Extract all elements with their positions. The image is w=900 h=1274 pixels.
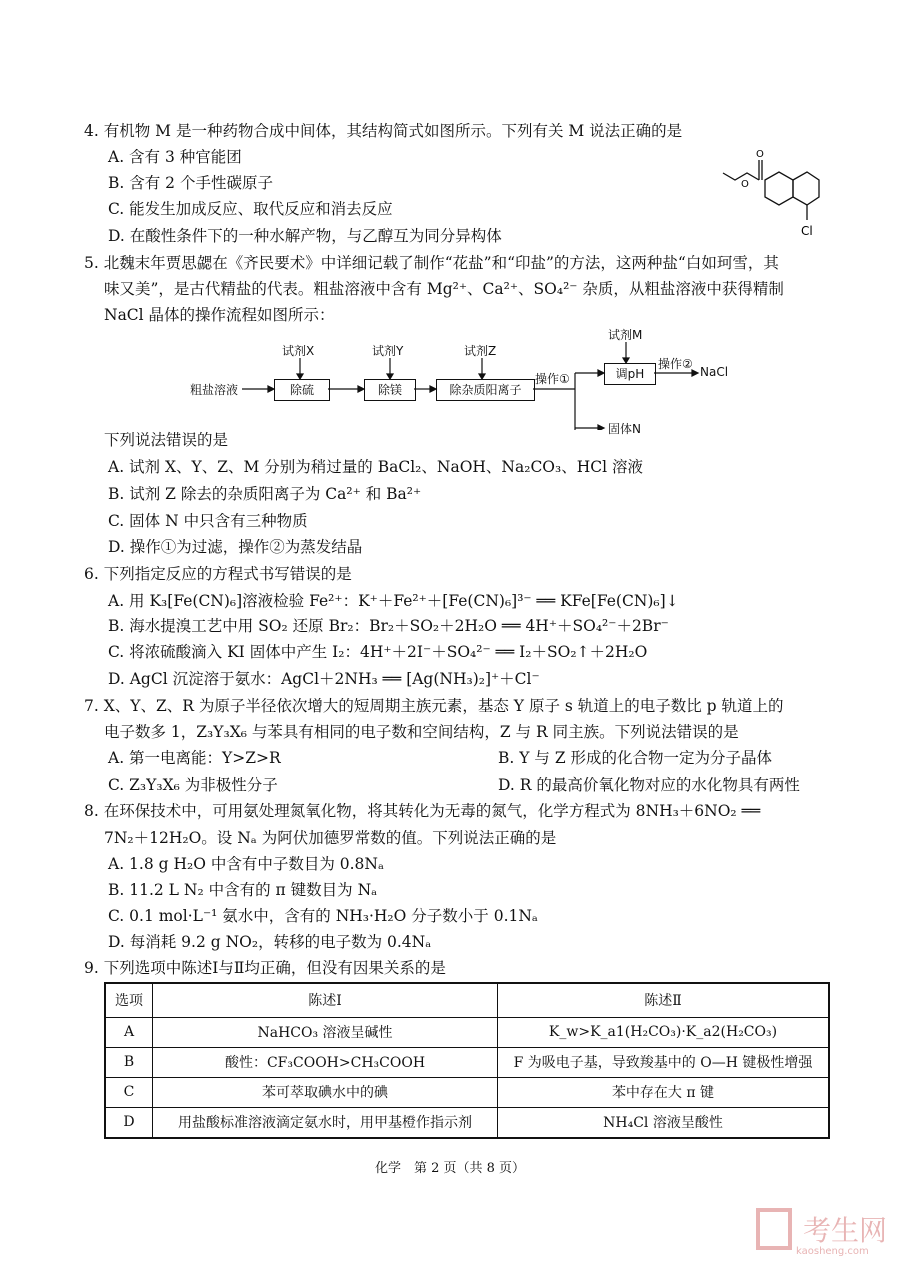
q8-option-d: D. 每消耗 9.2 g NO₂，转移的电子数为 0.4Nₐ — [108, 933, 432, 951]
q4-stem: 4. 有机物 M 是一种药物合成中间体，其结构简式如图所示。下列有关 M 说法正确的是 — [84, 122, 683, 140]
q6-option-a: A. 用 K₃[Fe(CN)₆]溶液检验 Fe²⁺：K⁺＋Fe²⁺＋[Fe(CN)₆]³⁻ ══ KFe[Fe(CN)₆]↓ — [108, 592, 679, 610]
flow-box-demagnesium: 除镁 — [364, 379, 416, 401]
oxygen-label: O — [756, 149, 764, 160]
q5-option-d: D. 操作①为过滤，操作②为蒸发结晶 — [108, 538, 363, 556]
q7-option-d: D. R 的最高价氧化物对应的水化物具有两性 — [498, 776, 800, 794]
table-header: 陈述Ⅱ — [498, 983, 830, 1017]
table-cell: F 为吸电子基，导致羧基中的 O—H 键极性增强 — [498, 1047, 830, 1077]
q6-option-c: C. 将浓硫酸滴入 KI 固体中产生 I₂：4H⁺＋2I⁻＋SO₄²⁻ ══ I₂＋SO₂↑＋2H₂O — [108, 643, 648, 661]
table-row — [105, 1107, 829, 1138]
flow-solid: 固体N — [608, 422, 641, 436]
table-cell: 苯中存在大 π 键 — [498, 1077, 830, 1107]
table-header-row — [105, 983, 829, 1017]
table-cell: 酸性：CF₃COOH>CH₃COOH — [153, 1047, 498, 1077]
q5-option-b: B. 试剂 Z 除去的杂质阳离子为 Ca²⁺ 和 Ba²⁺ — [108, 485, 422, 503]
table-header: 陈述Ⅰ — [153, 983, 498, 1017]
flow-box-desulfur: 除硫 — [274, 379, 330, 401]
q7-option-a: A. 第一电离能：Y>Z>R — [108, 749, 281, 767]
q4-option-d: D. 在酸性条件下的一种水解产物，与乙醇互为同分异构体 — [108, 227, 502, 245]
table-cell: K_w>K_a1(H₂CO₃)·K_a2(H₂CO₃) — [498, 1017, 830, 1047]
page-footer: 化学 第 2 页（共 8 页） — [374, 1161, 526, 1176]
table-row — [105, 1047, 829, 1077]
q5-stem-3: NaCl 晶体的操作流程如图所示： — [104, 306, 335, 324]
q4-option-b: B. 含有 2 个手性碳原子 — [108, 174, 273, 192]
flow-box-adjust-ph: 调pH — [604, 363, 656, 385]
flow-product: NaCl — [700, 365, 729, 379]
q9-stem: 9. 下列选项中陈述Ⅰ与Ⅱ均正确，但没有因果关系的是 — [84, 959, 446, 977]
table-cell: B — [105, 1047, 153, 1077]
table-cell: 用盐酸标准溶液滴定氨水时，用甲基橙作指示剂 — [153, 1107, 498, 1138]
watermark-text: 考生网 — [802, 1214, 887, 1247]
table-cell: NH₄Cl 溶液呈酸性 — [498, 1107, 830, 1138]
flow-box-remove-cations: 除杂质阳离子 — [436, 379, 535, 401]
molecule-structure — [715, 145, 835, 245]
q8-option-b: B. 11.2 L N₂ 中含有的 π 键数目为 Nₐ — [108, 881, 378, 899]
q7-stem-1: 7. X、Y、Z、R 为原子半径依次增大的短周期主族元素，基态 Y 原子 s 轨道上的电子数比 p 轨道上的 — [84, 697, 784, 715]
table-cell: 苯可萃取碘水中的碘 — [153, 1077, 498, 1107]
flow-reagent-z: 试剂Z — [464, 344, 497, 358]
q8-option-a: A. 1.8 g H₂O 中含有中子数目为 0.8Nₐ — [108, 855, 384, 873]
watermark-logo — [756, 1208, 887, 1257]
table-cell: A — [105, 1017, 153, 1047]
flow-start: 粗盐溶液 — [190, 383, 239, 397]
q7-option-c: C. Z₃Y₃X₆ 为非极性分子 — [108, 776, 278, 794]
q5-option-a: A. 试剂 X、Y、Z、M 分别为稍过量的 BaCl₂、NaOH、Na₂CO₃、HCl 溶液 — [108, 458, 643, 476]
flow-op2: 操作② — [658, 357, 693, 371]
q5-subquestion: 下列说法错误的是 — [104, 431, 229, 449]
table-cell: NaHCO₃ 溶液呈碱性 — [153, 1017, 498, 1047]
q6-option-d: D. AgCl 沉淀溶于氨水：AgCl＋2NH₃ ══ [Ag(NH₃)₂]⁺＋Cl⁻ — [108, 670, 540, 688]
q4-option-c: C. 能发生加成反应、取代反应和消去反应 — [108, 200, 393, 218]
table-cell: C — [105, 1077, 153, 1107]
q6-option-b: B. 海水提溴工艺中用 SO₂ 还原 Br₂：Br₂＋SO₂＋2H₂O ══ 4H⁺＋SO₄²⁻＋2Br⁻ — [108, 617, 669, 635]
table-cell: D — [105, 1107, 153, 1138]
q5-option-c: C. 固体 N 中只含有三种物质 — [108, 512, 308, 530]
q8-stem-2: 7N₂＋12H₂O。设 Nₐ 为阿伏加德罗常数的值。下列说法正确的是 — [104, 829, 557, 847]
flow-op1: 操作① — [535, 372, 570, 386]
watermark-icon — [756, 1208, 792, 1250]
q5-stem-1: 5. 北魏末年贾思勰在《齐民要术》中详细记载了制作“花盐”和“印盐”的方法，这两种盐“白如珂雪，其 — [84, 254, 779, 272]
flow-reagent-x: 试剂X — [282, 344, 315, 358]
flow-reagent-m: 试剂M — [608, 328, 643, 342]
table-header: 选项 — [105, 983, 153, 1017]
q4-option-a: A. 含有 3 种官能团 — [108, 148, 242, 166]
q7-stem-2: 电子数多 1，Z₃Y₃X₆ 与苯具有相同的电子数和空间结构，Z 与 R 同主族。下列说法错误的是 — [104, 723, 739, 741]
flow-reagent-y: 试剂Y — [372, 344, 404, 358]
q5-stem-2: 味又美”，是古代精盐的代表。粗盐溶液中含有 Mg²⁺、Ca²⁺、SO₄²⁻ 杂质，从粗盐溶液中获得精制 — [104, 280, 784, 298]
q8-stem-1: 8. 在环保技术中，可用氨处理氮氧化物，将其转化为无毒的氮气，化学方程式为 8NH₃＋6NO₂ ══ — [84, 802, 761, 820]
q7-option-b: B. Y 与 Z 形成的化合物一定为分子晶体 — [498, 749, 773, 767]
chlorine-label: Cl — [801, 224, 813, 238]
table-row — [105, 1017, 829, 1047]
q8-option-c: C. 0.1 mol·L⁻¹ 氨水中，含有的 NH₃·H₂O 分子数小于 0.1Nₐ — [108, 907, 538, 925]
q9-table — [104, 982, 830, 1139]
table-row — [105, 1077, 829, 1107]
process-flow-diagram — [190, 328, 750, 436]
oxygen-label: O — [741, 179, 749, 190]
q6-stem: 6. 下列指定反应的方程式书写错误的是 — [84, 565, 352, 583]
watermark-url: kaosheng.com — [796, 1246, 869, 1257]
